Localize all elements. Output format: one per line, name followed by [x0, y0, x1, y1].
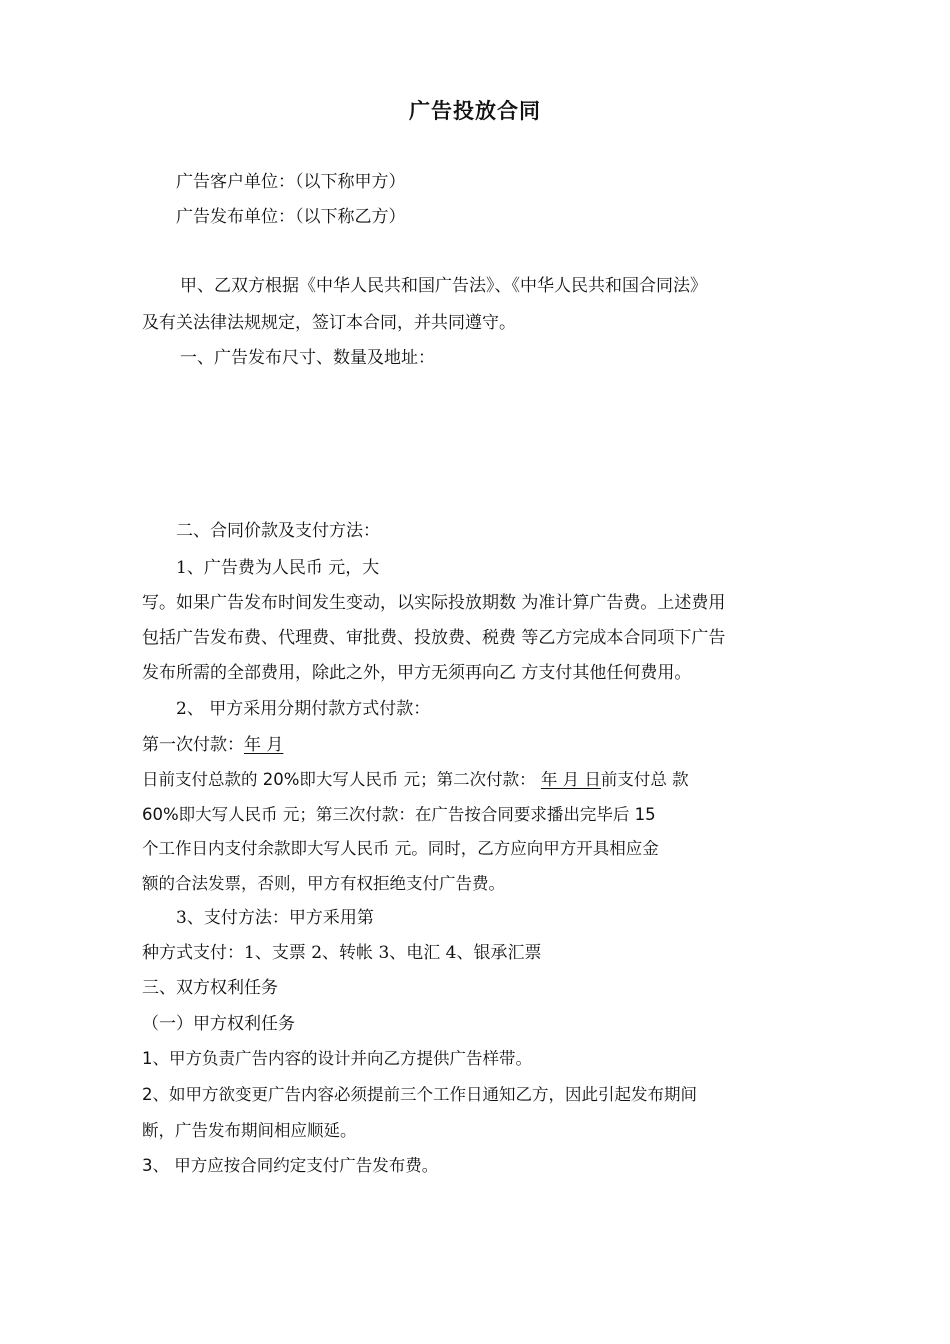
section2-item2-heading: 2、 甲方采用分期付款方式付款： [176, 699, 431, 719]
first-payment-date: 年 月 [244, 735, 284, 755]
payment-line-2a: 日前支付总款的 20%即大写人民币 元；第二次付款： [142, 770, 541, 789]
second-payment-date: 年 月 日 [540, 770, 601, 789]
payment-line-3: 60%即大写人民币 元；第三次付款：在广告按合同要求播出完毕后 15 [142, 805, 656, 824]
payment-line-5: 额的合法发票，否则，甲方有权拒绝支付广告费。 [142, 874, 505, 893]
section2-item1-line2: 写。如果广告发布时间发生变动，以实际投放期数 为准计算广告费。上述费用 [142, 593, 726, 613]
section2-item1-line1: 1、广告费为人民币 元，大 [176, 558, 380, 578]
section3-item2-line1: 2、如甲方欲变更广告内容必须提前三个工作日通知乙方，因此引起发布期间 [142, 1085, 697, 1104]
section3-item1: 1、甲方负责广告内容的设计并向乙方提供广告样带。 [142, 1049, 532, 1068]
document-title: 广告投放合同 [409, 99, 541, 123]
section2-item1-line4: 发布所需的全部费用，除此之外，甲方无须再向乙 方支付其他任何费用。 [142, 663, 692, 683]
party-a-line: 广告客户单位：（以下称甲方） [176, 172, 406, 192]
payment-line-2b: 前支付总 款 [600, 770, 689, 789]
section3-heading: 三、双方权利任务 [142, 978, 278, 998]
preamble-line-1: 甲、乙双方根据《中华人民共和国广告法》、《中华人民共和国合同法》 [180, 276, 707, 296]
payment-line-2 [142, 768, 812, 792]
preamble-line-2: 及有关法律法规规定，签订本合同，并共同遵守。 [142, 313, 516, 333]
section3-item2-line2: 断，广告发布期间相应顺延。 [142, 1121, 357, 1140]
section2-item1-line3: 包括广告发布费、代理费、审批费、投放费、税费 等乙方完成本合同项下广告 [142, 628, 726, 648]
section2-heading: 二、合同价款及支付方法： [176, 521, 380, 541]
section3-item3: 3、 甲方应按合同约定支付广告发布费。 [142, 1156, 439, 1175]
first-payment-label: 第一次付款： [142, 735, 244, 755]
section1-heading: 一、广告发布尺寸、数量及地址： [180, 348, 435, 368]
section2-item3-line1: 3、支付方法：甲方釆用第 [176, 908, 374, 928]
first-payment-line [142, 733, 812, 757]
payment-line-4: 个工作日内支付余款即大写人民币 元。同时，乙方应向甲方开具相应金 [142, 839, 659, 858]
party-b-line: 广告发布单位：（以下称乙方） [176, 207, 406, 227]
section2-item3-line2: 种方式支付：1、支票 2、转帐 3、电汇 4、银承汇票 [142, 943, 542, 963]
section3-sub1: （一）甲方权利任务 [142, 1014, 295, 1034]
